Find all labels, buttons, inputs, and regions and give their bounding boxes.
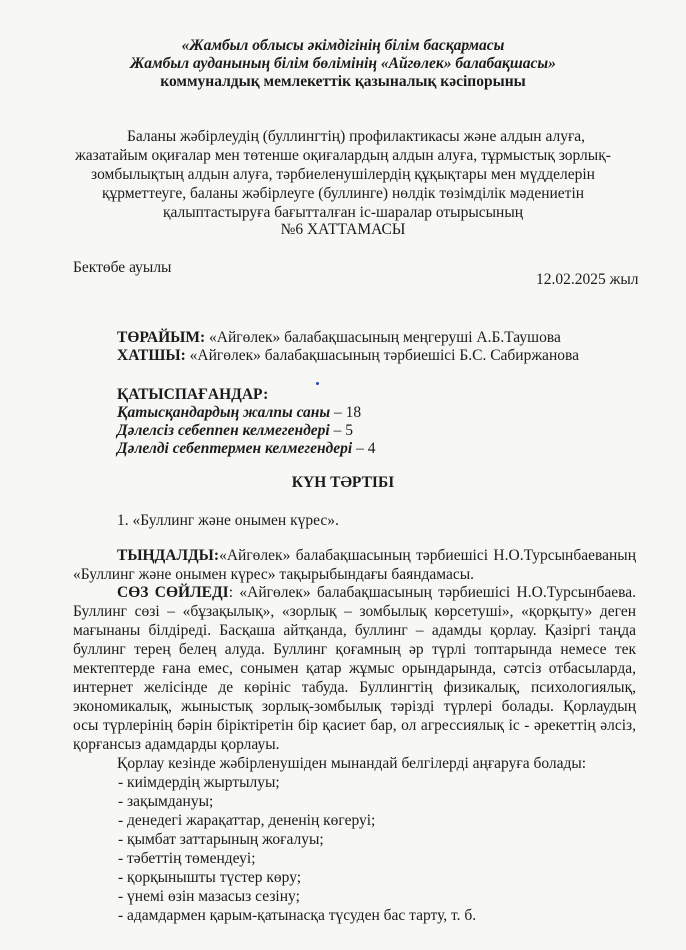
agenda-heading: КҮН ТӘРТІБІ bbox=[291, 474, 395, 491]
org-header-line-2: Жамбыл ауданының білім бөлімінің «Айгөлек» балабақшасы» bbox=[130, 55, 556, 72]
title-line-2: жазатайым оқиғалар мен төтенше оқиғалардың алдын алуға, тұрмыстық зорлық- bbox=[75, 147, 611, 164]
absent-excused-value: – 4 bbox=[352, 440, 376, 457]
absent-unexcused-label: Дәлелсіз себеппен келмегендері bbox=[117, 422, 330, 439]
absent-total bbox=[117, 403, 361, 422]
spoke-body-line: буллинг терең белең алуда. Буллинг қоғамның әр түрлі топтарында немесе тек bbox=[73, 641, 636, 658]
spoke-body-line: мағынаны білдіреді. Басқаша айтқанда, буллинг – адамды қорлау. Қазіргі таңда bbox=[73, 622, 636, 639]
sign-list-item: - адамдармен қарым-қатынасқа түсуден бас тарту, т. б. bbox=[118, 907, 477, 924]
sign-list-item: - үнемі өзін мазасыз сезіну; bbox=[118, 888, 300, 905]
spoke-body-line: экономикалық, жыныстық зорлық-зомбылық тәрізді түрлері болады. Қорлаудың bbox=[73, 698, 636, 715]
date: 12.02.2025 жыл bbox=[536, 271, 639, 288]
sign-list-item: - зақымдануы; bbox=[118, 793, 214, 810]
chair-line bbox=[117, 328, 561, 347]
absent-unexcused bbox=[117, 421, 353, 440]
sign-list-item: - қымбат заттарының жоғалуы; bbox=[118, 831, 324, 848]
sign-list-item: - киімдердің жыртылуы; bbox=[118, 774, 280, 791]
listened-line-1 bbox=[117, 546, 636, 565]
spoke-body-line: Буллинг сөзі – «бұзақылық», «зорлық – зомбылық көрсетуші», «қорқыту» деген bbox=[73, 603, 636, 620]
sign-list-item: - денедегі жарақаттар, дененің көгеруі; bbox=[118, 812, 376, 829]
place: Бектөбе ауылы bbox=[73, 259, 172, 276]
spoke-body-line: осы түрлерінің бәрін біріктіретін бір қасиет бар, ол агрессиялық іс - әрекеттің әлсіз, bbox=[73, 717, 636, 734]
org-header-line-3: коммуналдық мемлекеттік қазыналық кәсіпорыны bbox=[160, 73, 526, 90]
sign-list-item: - қорқынышты түстер көру; bbox=[118, 869, 302, 886]
spoke-body-last: қорғансыз адамдарды қорлауы. bbox=[73, 736, 280, 753]
spoke-line-1 bbox=[117, 583, 636, 602]
agenda-item-1: 1. «Буллинг және онымен күрес». bbox=[117, 512, 339, 529]
secretary-line bbox=[117, 346, 579, 365]
absent-heading: ҚАТЫСПАҒАНДАР: bbox=[117, 386, 269, 403]
absent-unexcused-value: – 5 bbox=[329, 422, 353, 439]
sign-list-item: - тәбеттің төмендеуі; bbox=[118, 850, 256, 867]
absent-excused bbox=[117, 439, 375, 458]
title-line-4: құрметтеуге, баланы жәбірлеуге (буллинге) нөлдік төзімділік мәдениетін bbox=[101, 185, 585, 202]
title-line-1: Баланы жәбірлеудің (буллингтің) профилактикасы және алдын алуға, bbox=[126, 128, 586, 145]
absent-total-label: Қатысқандардың жалпы саны bbox=[117, 404, 331, 421]
title-line-3: зомбылықтың алдын алуға, тәрбиеленушілердің құқықтары мен мүдделерін bbox=[91, 166, 595, 183]
listened-label: ТЫҢДАЛДЫ: bbox=[117, 547, 220, 564]
absent-excused-label: Дәлелді себептермен келмегендері bbox=[117, 440, 353, 457]
spoke-text: : «Айгөлек» балабақшасының тәрбиешісі Н.О.Турсынбаева. bbox=[228, 584, 636, 601]
absent-total-value: – 18 bbox=[330, 404, 362, 421]
spoke-label: СӨЗ СӨЙЛЕДІ bbox=[117, 584, 229, 601]
title-line-5: қалыптастыруға бағытталған іс-шаралар отырысының bbox=[162, 204, 524, 221]
spoke-body-line: интернет желісінде де көрінic табуда. Буллингтің физикалық, психологиялық, bbox=[73, 679, 636, 696]
secretary-label: ХАТШЫ: bbox=[117, 347, 186, 364]
chair-text: «Айгөлек» балабақшасының меңгеруші А.Б.Таушова bbox=[205, 329, 561, 346]
listened-line-2: «Буллинг және онымен күрес» тақырыбындағы баяндамасы. bbox=[73, 566, 475, 583]
listened-text: «Айгөлек» балабақшасының тәрбиешісі Н.О.Турсынбаеваның bbox=[219, 547, 636, 564]
protocol-number: №6 ХАТТАМАСЫ bbox=[280, 221, 406, 238]
secretary-text: «Айгөлек» балабақшасының тәрбиешісі Б.С. Сабиржанова bbox=[185, 347, 579, 364]
spoke-body-line: мектептерде ғана емес, сонымен қатар жұмыс орындарында, сәтсіз отбасыларда, bbox=[73, 660, 636, 677]
chair-label: ТӨРАЙЫМ: bbox=[117, 329, 206, 346]
ink-dot bbox=[316, 382, 319, 385]
signs-intro: Қорлау кезінде жәбірленушіден мынандай белгілерді аңғаруға болады: bbox=[117, 755, 587, 772]
org-header-line-1: «Жамбыл облысы әкімдігінің білім басқармасы bbox=[181, 37, 505, 54]
